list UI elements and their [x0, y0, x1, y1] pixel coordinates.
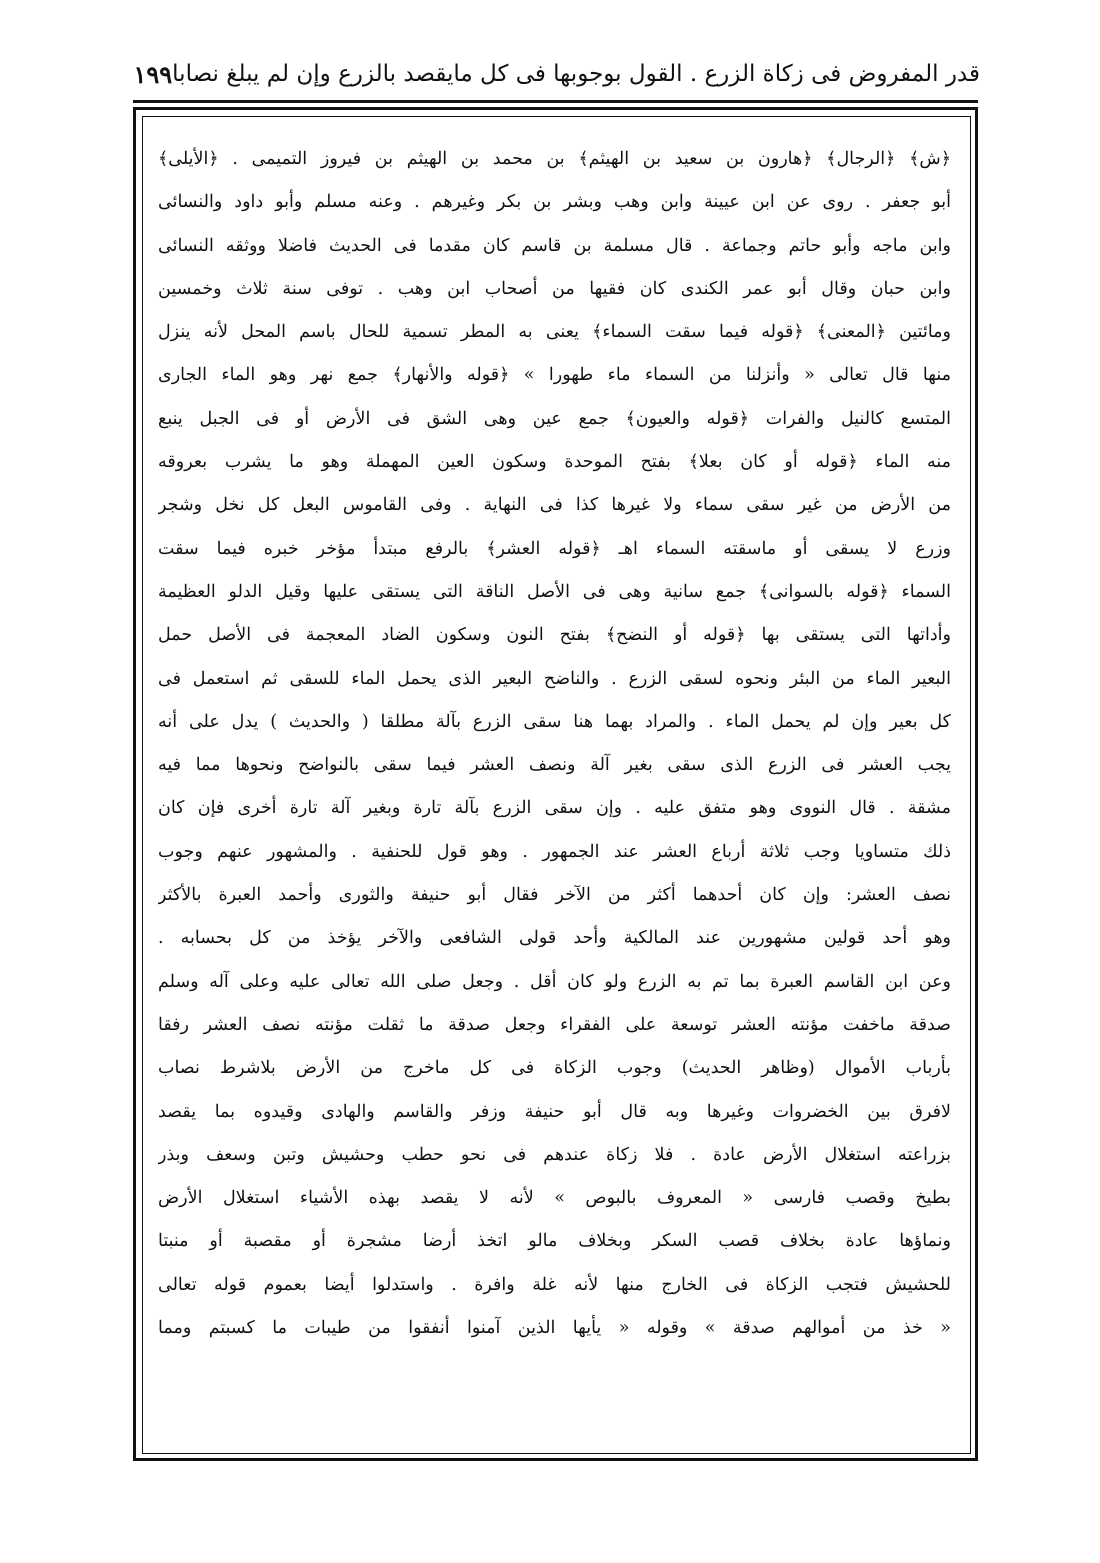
text-line: منها قال تعالى « وأنزلنا من السماء ماء طهورا » ﴿قوله والأنهار﴾ جمع نهر وهو الماء الجارى	[158, 365, 951, 386]
text-line: ومائتين ﴿المعنى﴾ ﴿قوله فيما سقت السماء﴾ يعنى به المطر تسمية للحال باسم المحل لأنه ينزل	[158, 322, 951, 343]
running-head	[133, 52, 980, 96]
text-line: السماء ﴿قوله بالسوانى﴾ جمع سانية وهى فى الأصل الناقة التى يستقى عليها وقيل الدلو العظيمة	[158, 581, 951, 602]
text-line: المتسع كالنيل والفرات ﴿قوله والعيون﴾ جمع عين وهى الشق فى الأرض أو فى الجبل ينبع	[158, 408, 951, 429]
text-line: صدقة ماخفت مؤنته العشر توسعة على الفقراء وجعل صدقة ما ثقلت مؤنته نصف العشر رفقا	[158, 1014, 951, 1035]
text-line: أبو جعفر . روى عن ابن عيينة وابن وهب وبشر بن بكر وغيرهم . وعنه مسلم وأبو داود والنسائى	[158, 192, 951, 213]
text-line: منه الماء ﴿قوله أو كان بعلا﴾ بفتح الموحدة وسكون العين المهملة وهو ما يشرب بعروقه	[158, 452, 951, 473]
running-title: قدر المفروض فى زكاة الزرع . القول بوجوبها فى كل مايقصد بالزرع وإن لم يبلغ نصابا	[172, 61, 980, 87]
text-line: ذلك متساويا وجب ثلاثة أرباع العشر عند الجمهور . وهو قول للحنفية . والمشهور عنهم وجوب	[158, 841, 951, 862]
text-line: للحشيش فتجب الزكاة فى الخارج منها لأنه غلة وافرة . واستدلوا أيضا بعموم قوله تعالى	[158, 1274, 951, 1295]
text-line: « خذ من أموالهم صدقة » وقوله « يأيها الذين آمنوا أنفقوا من طيبات ما كسبتم ومما	[158, 1318, 951, 1339]
text-line: ﴿ش﴾ ﴿الرجال﴾ ﴿هارون بن سعيد بن الهيثم﴾ بن محمد بن الهيثم بن فيروز التميمى . ﴿الأيلى﴾	[158, 149, 951, 169]
text-line: بطيخ وقصب فارسى « المعروف بالبوص » لأنه لا يقصد بهذه الأشياء استغلال الأرض	[158, 1188, 951, 1209]
text-line: ونماؤها عادة بخلاف قصب السكر وبخلاف مالو اتخذ أرضا مشجرة أو مقصبة أو منبتا	[158, 1231, 951, 1252]
text-line: مشقة . قال النووى وهو متفق عليه . وإن سقى الزرع بآلة تارة وبغير آلة تارة أخرى فإن كان	[158, 798, 951, 819]
text-line: وابن ماجه وأبو حاتم وجماعة . قال مسلمة بن قاسم كان مقدما فى الحديث فاضلا ووثقه النسائى	[158, 235, 951, 256]
text-line: وهو أحد قولين مشهورين عند المالكية وأحد قولى الشافعى والآخر يؤخذ من كل بحسابه .	[158, 928, 951, 949]
text-line: نصف العشر: وإن كان أحدهما أكثر من الآخر فقال أبو حنيفة والثورى وأحمد العبرة بالأكثر	[158, 885, 951, 906]
text-line: وعن ابن القاسم العبرة بما تم به الزرع ولو كان أقل . وجعل صلى الله تعالى عليه وعلى آله وسلم	[158, 971, 951, 992]
text-line: وأداتها التى يستقى بها ﴿قوله أو النضح﴾ بفتح النون وسكون الضاد المعجمة فى الأصل حمل	[158, 625, 951, 646]
text-line: وابن حبان وقال أبو عمر الكندى كان فقيها من أصحاب ابن وهب . توفى سنة ثلاث وخمسين	[158, 278, 951, 299]
text-line: وزرع لا يسقى أو ماسقته السماء اهـ ﴿قوله العشر﴾ بالرفع مبتدأ مؤخر خبره فيما سقت	[158, 538, 951, 559]
body-text	[158, 138, 951, 1350]
text-line: لافرق بين الخضروات وغيرها وبه قال أبو حنيفة وزفر والقاسم والهادى وقيدوه بما يقصد	[158, 1101, 951, 1122]
header-rule	[133, 100, 978, 103]
text-line: البعير الماء من البئر ونحوه لسقى الزرع . والناضح البعير الذى يحمل الماء للسقى ثم استعمل فى	[158, 668, 951, 689]
text-line: كل بعير وإن لم يحمل الماء . والمراد بهما هنا سقى الزرع بآلة مطلقا ( والحديث ) يدل على أنه	[158, 711, 951, 732]
page-number: ١٩٩	[133, 59, 173, 89]
text-line: بزراعته استغلال الأرض عادة . فلا زكاة عندهم فى نحو حطب وحشيش وتبن وسعف وبذر	[158, 1144, 951, 1165]
text-line: بأرباب الأموال (وظاهر الحديث) وجوب الزكاة فى كل ماخرج من الأرض بلاشرط نصاب	[158, 1058, 951, 1079]
text-line: من الأرض من غير سقى سماء ولا غيرها كذا فى النهاية . وفى القاموس البعل كل نخل وشجر	[158, 495, 951, 516]
text-line: يجب العشر فى الزرع الذى سقى بغير آلة ونصف العشر فيما سقى بالنواضح ونحوها مما فيه	[158, 755, 951, 776]
